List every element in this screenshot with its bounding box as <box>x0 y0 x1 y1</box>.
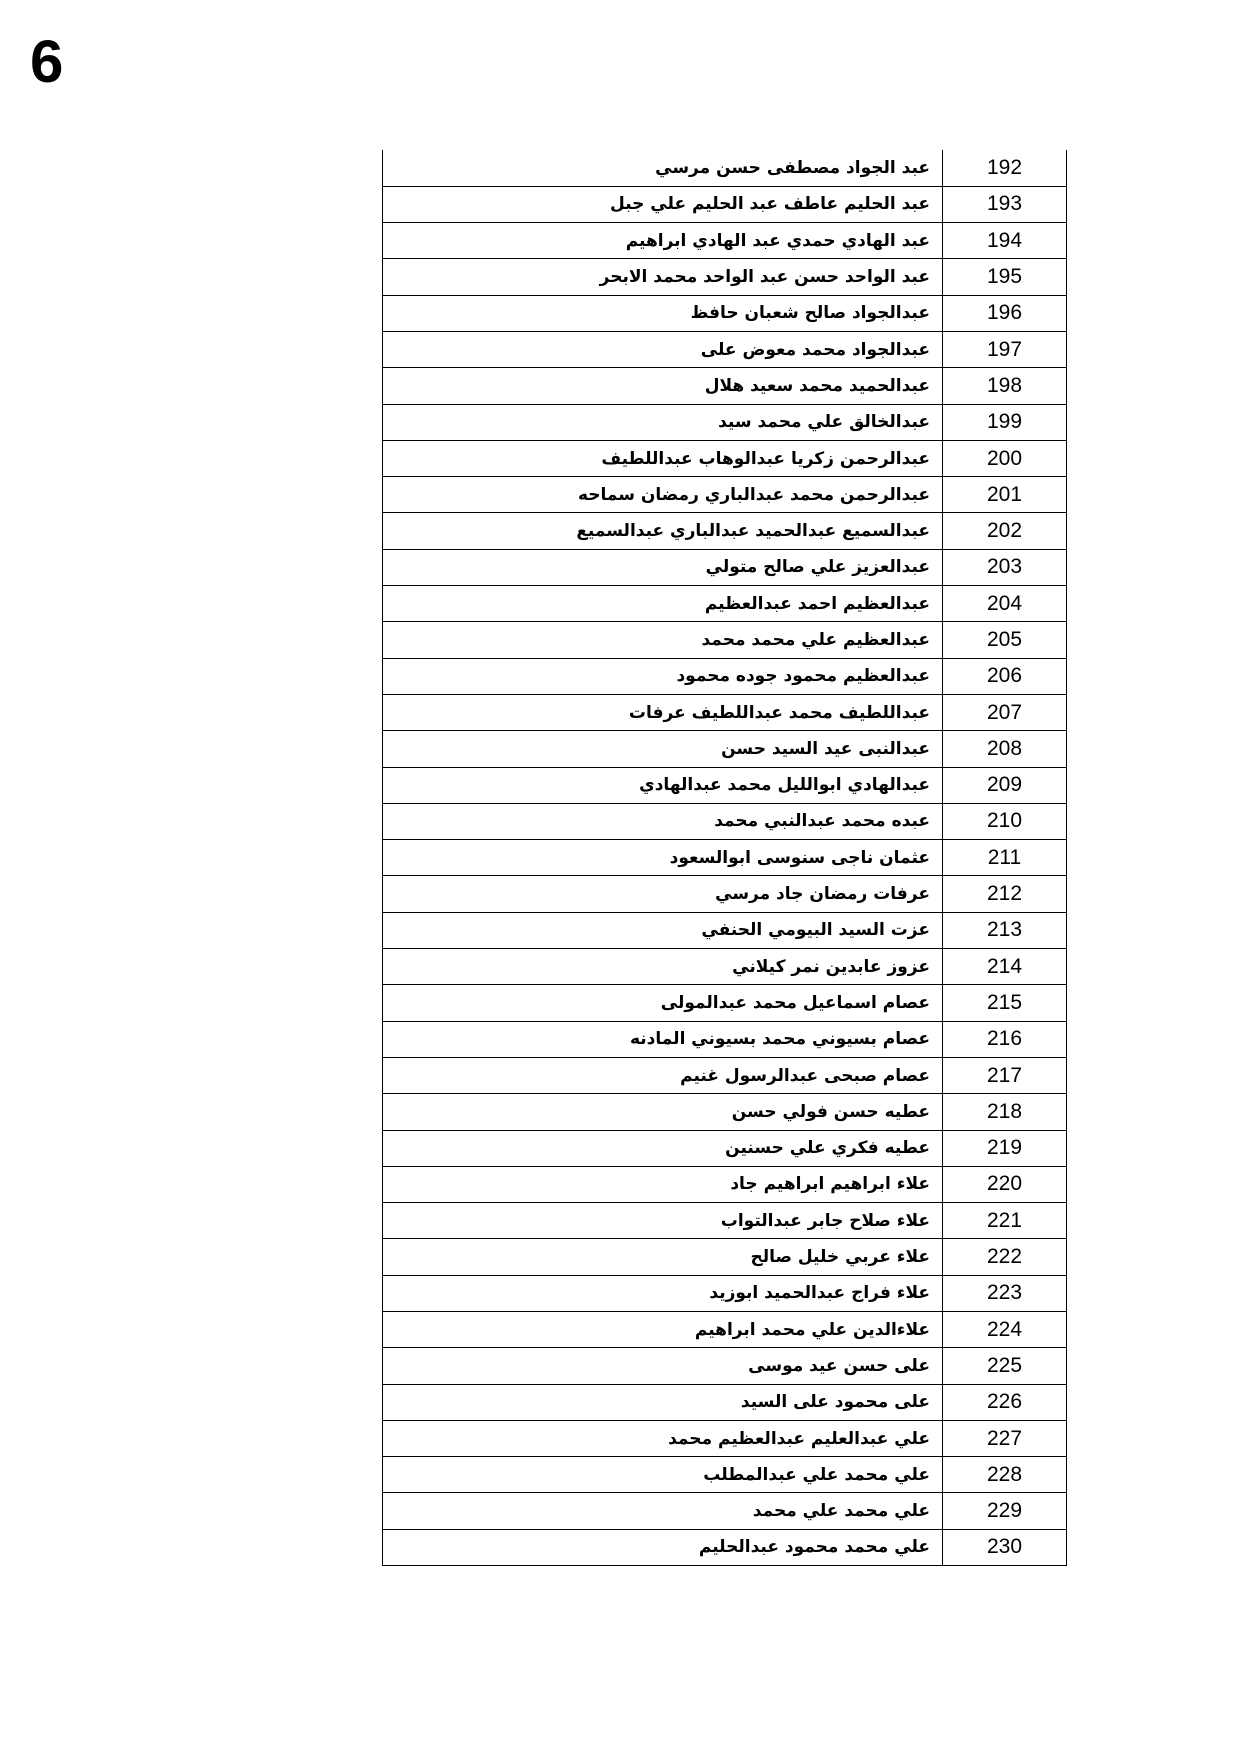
table-row <box>383 1203 1067 1239</box>
table-row <box>383 440 1067 476</box>
row-number-cell: 212 <box>943 876 1067 912</box>
person-name-cell: عبدالرحمن محمد عبدالباري رمضان سماحه <box>383 477 943 513</box>
row-number-cell: 214 <box>943 949 1067 985</box>
table-row <box>383 259 1067 295</box>
person-name-cell: عبد الحليم عاطف عبد الحليم علي جبل <box>383 186 943 222</box>
table-row <box>383 1312 1067 1348</box>
table-row <box>383 477 1067 513</box>
row-number-cell: 225 <box>943 1348 1067 1384</box>
person-name-cell: علي محمد محمود عبدالحليم <box>383 1529 943 1565</box>
person-name-cell: عبدالنبى عيد السيد حسن <box>383 731 943 767</box>
row-number-cell: 220 <box>943 1166 1067 1202</box>
row-number-cell: 219 <box>943 1130 1067 1166</box>
row-number-cell: 193 <box>943 186 1067 222</box>
person-name-cell: عبدالعزيز علي صالح متولي <box>383 549 943 585</box>
table-row <box>383 368 1067 404</box>
person-name-cell: عبدالرحمن زكريا عبدالوهاب عبداللطيف <box>383 440 943 476</box>
row-number-cell: 230 <box>943 1529 1067 1565</box>
table-row <box>383 513 1067 549</box>
row-number-cell: 216 <box>943 1021 1067 1057</box>
table-row <box>383 767 1067 803</box>
table-row <box>383 404 1067 440</box>
person-name-cell: عصام صبحى عبدالرسول غنيم <box>383 1057 943 1093</box>
table-row <box>383 731 1067 767</box>
table-row <box>383 1166 1067 1202</box>
table-row <box>383 586 1067 622</box>
table-row <box>383 1457 1067 1493</box>
table-row <box>383 186 1067 222</box>
page-number: 6 <box>30 28 64 95</box>
row-number-cell: 229 <box>943 1493 1067 1529</box>
person-name-cell: علاء صلاح جابر عبدالتواب <box>383 1203 943 1239</box>
person-name-cell: عطيه فكري علي حسنين <box>383 1130 943 1166</box>
person-name-cell: عبدالجواد محمد معوض على <box>383 331 943 367</box>
row-number-cell: 213 <box>943 912 1067 948</box>
table-row <box>383 985 1067 1021</box>
row-number-cell: 205 <box>943 622 1067 658</box>
person-name-cell: عبدالعظيم علي محمد محمد <box>383 622 943 658</box>
row-number-cell: 192 <box>943 150 1067 186</box>
row-number-cell: 222 <box>943 1239 1067 1275</box>
person-name-cell: عرفات رمضان جاد مرسي <box>383 876 943 912</box>
row-number-cell: 218 <box>943 1094 1067 1130</box>
table-row <box>383 1529 1067 1565</box>
table-row <box>383 949 1067 985</box>
person-name-cell: عصام اسماعيل محمد عبدالمولى <box>383 985 943 1021</box>
table-row <box>383 876 1067 912</box>
person-name-cell: عصام بسيوني محمد بسيوني المادنه <box>383 1021 943 1057</box>
row-number-cell: 209 <box>943 767 1067 803</box>
table-row <box>383 1130 1067 1166</box>
person-name-cell: عبدالخالق علي محمد سيد <box>383 404 943 440</box>
person-name-cell: عبد الواحد حسن عبد الواحد محمد الابحر <box>383 259 943 295</box>
table-row <box>383 549 1067 585</box>
person-name-cell: عزوز عابدين نمر كيلاني <box>383 949 943 985</box>
person-name-cell: علي عبدالعليم عبدالعظيم محمد <box>383 1420 943 1456</box>
person-name-cell: علاء عربي خليل صالح <box>383 1239 943 1275</box>
person-name-cell: علي محمد علي محمد <box>383 1493 943 1529</box>
row-number-cell: 227 <box>943 1420 1067 1456</box>
names-table <box>382 150 1067 1566</box>
table-row <box>383 1239 1067 1275</box>
table-row <box>383 912 1067 948</box>
person-name-cell: علي محمد علي عبدالمطلب <box>383 1457 943 1493</box>
row-number-cell: 200 <box>943 440 1067 476</box>
table-row <box>383 1094 1067 1130</box>
person-name-cell: عبدالعظيم احمد عبدالعظيم <box>383 586 943 622</box>
row-number-cell: 206 <box>943 658 1067 694</box>
person-name-cell: عبدالهادي ابوالليل محمد عبدالهادي <box>383 767 943 803</box>
person-name-cell: عبد الجواد مصطفى حسن مرسي <box>383 150 943 186</box>
person-name-cell: عبده محمد عبدالنبي محمد <box>383 803 943 839</box>
row-number-cell: 204 <box>943 586 1067 622</box>
person-name-cell: علاءالدين علي محمد ابراهيم <box>383 1312 943 1348</box>
table-row <box>383 840 1067 876</box>
row-number-cell: 224 <box>943 1312 1067 1348</box>
table-row <box>383 622 1067 658</box>
person-name-cell: علاء ابراهيم ابراهيم جاد <box>383 1166 943 1202</box>
table-row <box>383 295 1067 331</box>
names-table-body <box>383 150 1067 1566</box>
table-row <box>383 223 1067 259</box>
table-row <box>383 1420 1067 1456</box>
row-number-cell: 202 <box>943 513 1067 549</box>
row-number-cell: 208 <box>943 731 1067 767</box>
person-name-cell: عبدالحميد محمد سعيد هلال <box>383 368 943 404</box>
row-number-cell: 201 <box>943 477 1067 513</box>
person-name-cell: على محمود على السيد <box>383 1384 943 1420</box>
person-name-cell: عثمان ناجى سنوسى ابوالسعود <box>383 840 943 876</box>
person-name-cell: عبدالجواد صالح شعبان حافظ <box>383 295 943 331</box>
table-row <box>383 1348 1067 1384</box>
row-number-cell: 199 <box>943 404 1067 440</box>
row-number-cell: 195 <box>943 259 1067 295</box>
table-row <box>383 658 1067 694</box>
table-row <box>383 803 1067 839</box>
row-number-cell: 198 <box>943 368 1067 404</box>
row-number-cell: 215 <box>943 985 1067 1021</box>
table-row <box>383 1275 1067 1311</box>
table-row <box>383 1021 1067 1057</box>
table-row <box>383 1384 1067 1420</box>
person-name-cell: عزت السيد البيومي الحنفي <box>383 912 943 948</box>
row-number-cell: 226 <box>943 1384 1067 1420</box>
table-row <box>383 150 1067 186</box>
person-name-cell: عطيه حسن فولي حسن <box>383 1094 943 1130</box>
person-name-cell: علاء فراج عبدالحميد ابوزيد <box>383 1275 943 1311</box>
row-number-cell: 211 <box>943 840 1067 876</box>
person-name-cell: عبدالعظيم محمود جوده محمود <box>383 658 943 694</box>
row-number-cell: 194 <box>943 223 1067 259</box>
row-number-cell: 207 <box>943 694 1067 730</box>
row-number-cell: 217 <box>943 1057 1067 1093</box>
table-row <box>383 694 1067 730</box>
row-number-cell: 196 <box>943 295 1067 331</box>
row-number-cell: 228 <box>943 1457 1067 1493</box>
person-name-cell: عبداللطيف محمد عبداللطيف عرفات <box>383 694 943 730</box>
table-row <box>383 331 1067 367</box>
row-number-cell: 210 <box>943 803 1067 839</box>
table-row <box>383 1057 1067 1093</box>
row-number-cell: 197 <box>943 331 1067 367</box>
table-row <box>383 1493 1067 1529</box>
person-name-cell: عبدالسميع عبدالحميد عبدالباري عبدالسميع <box>383 513 943 549</box>
row-number-cell: 221 <box>943 1203 1067 1239</box>
person-name-cell: عبد الهادي حمدي عبد الهادي ابراهيم <box>383 223 943 259</box>
person-name-cell: على حسن عيد موسى <box>383 1348 943 1384</box>
row-number-cell: 223 <box>943 1275 1067 1311</box>
row-number-cell: 203 <box>943 549 1067 585</box>
